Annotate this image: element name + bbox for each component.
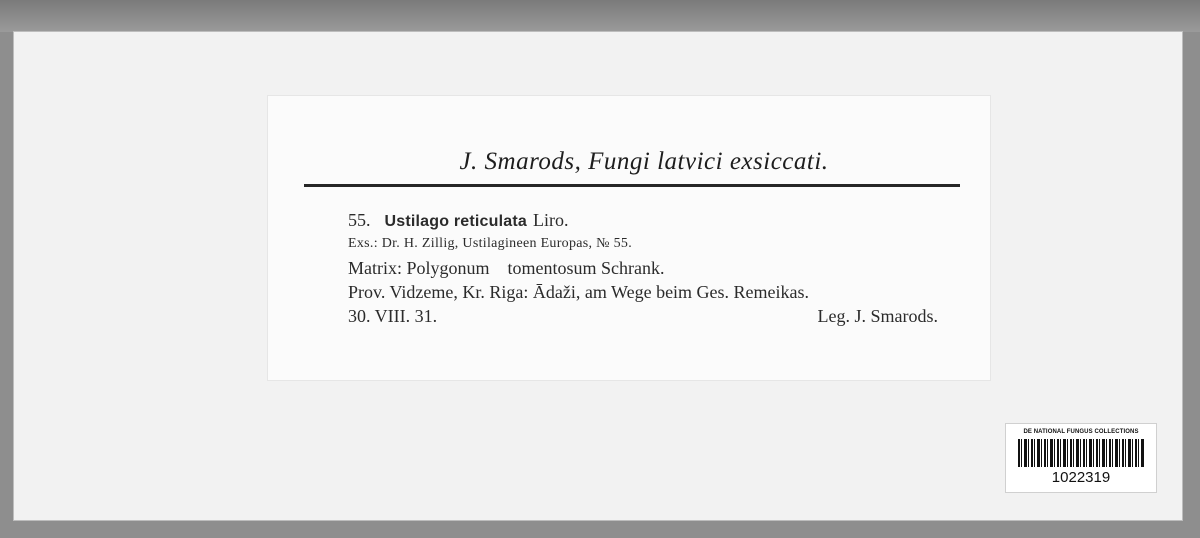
collector: Leg. J. Smarods. (817, 306, 938, 326)
label-body (348, 208, 978, 328)
species-name: Ustilago reticulata (384, 213, 528, 230)
barcode-bars (1018, 439, 1144, 467)
barcode-header: DE NATIONAL FUNGUS COLLECTIONS (1023, 429, 1139, 435)
barcode-label (1006, 424, 1156, 492)
species-author: Liro. (533, 210, 569, 230)
collection-date: 30. VIII. 31. (348, 306, 438, 326)
label-title: J. Smarods, Fungi latvici exsiccati. (459, 148, 829, 175)
specimen-label (268, 96, 990, 380)
locality-line: Prov. Vidzeme, Kr. Riga: Ādaži, am Wege beim Ges. Remeikas. (348, 282, 810, 302)
matrix-line (348, 256, 978, 280)
matrix-label: Matrix: (348, 258, 402, 278)
exsiccata-line: Exs.: Dr. H. Zillig, Ustilagineen Europas, № 55. (348, 236, 633, 251)
title-rule (304, 184, 960, 187)
matrix-host: Polygonum (406, 258, 490, 278)
specimen-number: 55. (348, 210, 371, 230)
barcode-number: 1022319 (1051, 469, 1111, 486)
species-line (348, 208, 978, 232)
background-edge (0, 0, 1200, 32)
date-collector-line (348, 304, 938, 328)
matrix-rest: tomentosum Schrank. (507, 258, 665, 278)
